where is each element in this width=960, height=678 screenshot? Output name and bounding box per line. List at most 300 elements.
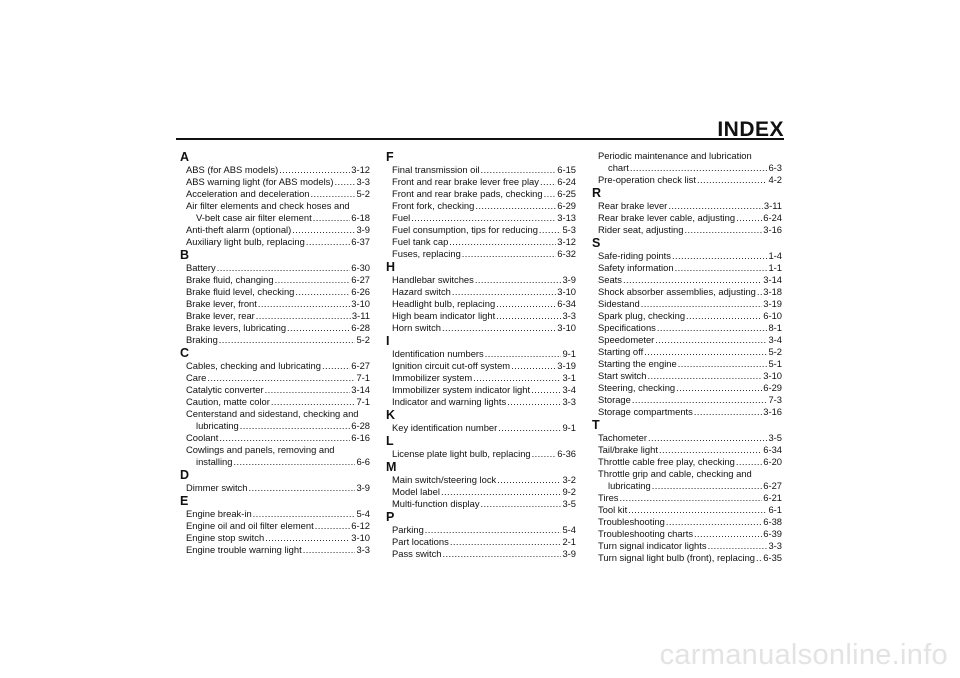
index-entry bbox=[180, 508, 370, 520]
index-entry-page: 7-1 bbox=[356, 396, 370, 407]
index-entry-text: ABS warning light (for ABS models) bbox=[186, 176, 334, 187]
index-entry-text: Safety information bbox=[598, 262, 674, 273]
index-entry-first-line: Periodic maintenance and lubrication bbox=[598, 150, 752, 161]
index-entry-page: 3-19 bbox=[763, 298, 782, 309]
index-entry-text: ABS (for ABS models) bbox=[186, 164, 279, 175]
index-entry bbox=[592, 504, 782, 516]
dot-leader bbox=[497, 474, 561, 486]
index-entry-page: 6-16 bbox=[351, 432, 370, 443]
index-entry-text: lubricating bbox=[196, 420, 239, 431]
index-entry-text: Engine break-in bbox=[186, 508, 252, 519]
index-entry bbox=[386, 360, 576, 372]
index-entry bbox=[592, 432, 782, 444]
dot-leader bbox=[531, 384, 561, 396]
index-entry-page: 6-24 bbox=[763, 212, 782, 223]
index-section-letter: E bbox=[180, 494, 189, 508]
index-entry-page: 5-3 bbox=[562, 224, 576, 235]
dot-leader bbox=[507, 396, 561, 408]
dot-leader bbox=[233, 456, 355, 468]
index-entry-text: Spark plug, checking bbox=[598, 310, 686, 321]
index-entry-page: 6-3 bbox=[768, 162, 782, 173]
index-entry bbox=[386, 212, 576, 224]
index-entry-page: 3-14 bbox=[351, 384, 370, 395]
index-entry-text: Headlight bulb, replacing bbox=[392, 298, 496, 309]
dot-leader bbox=[271, 396, 356, 408]
index-entry bbox=[386, 348, 576, 360]
index-entry-text: Immobilizer system bbox=[392, 372, 473, 383]
index-entry bbox=[180, 262, 370, 274]
index-entry-page: 3-18 bbox=[763, 286, 782, 297]
index-section-letter: S bbox=[592, 236, 601, 250]
dot-leader bbox=[265, 532, 350, 544]
dot-leader bbox=[334, 176, 355, 188]
index-entry-text: Brake lever, rear bbox=[186, 310, 255, 321]
index-entry-text: chart bbox=[608, 162, 629, 173]
dot-leader bbox=[219, 432, 350, 444]
index-entry-page: 6-38 bbox=[763, 516, 782, 527]
index-entry-text: Seats bbox=[598, 274, 622, 285]
index-entry-text: Turn signal light bulb (front), replacing bbox=[598, 552, 756, 563]
index-entry-page: 6-34 bbox=[557, 298, 576, 309]
index-entry bbox=[592, 406, 782, 418]
index-entry-first-line: Centerstand and sidestand, checking and bbox=[186, 408, 359, 419]
index-entry-text: Troubleshooting bbox=[598, 516, 665, 527]
index-entry bbox=[592, 200, 782, 212]
index-entry-text: Engine trouble warning light bbox=[186, 544, 302, 555]
index-entry-text: Tires bbox=[598, 492, 619, 503]
index-entry-first-line: Air filter elements and check hoses and bbox=[186, 200, 350, 211]
index-entry-page: 3-13 bbox=[557, 212, 576, 223]
dot-leader bbox=[449, 236, 556, 248]
index-entry-text: Specifications bbox=[598, 322, 656, 333]
index-entry bbox=[180, 432, 370, 444]
dot-leader bbox=[756, 552, 762, 564]
index-entry-page: 3-16 bbox=[763, 406, 782, 417]
index-entry-text: Front and rear brake lever free play bbox=[392, 176, 539, 187]
dot-leader bbox=[462, 248, 556, 260]
index-entry bbox=[386, 200, 576, 212]
index-entry-page: 5-2 bbox=[356, 334, 370, 345]
index-entry-text: Turn signal indicator lights bbox=[598, 540, 707, 551]
dot-leader bbox=[256, 310, 351, 322]
index-column-3 bbox=[592, 150, 782, 564]
dot-leader bbox=[473, 372, 561, 384]
dot-leader bbox=[442, 322, 556, 334]
dot-leader bbox=[306, 236, 350, 248]
index-entry bbox=[386, 524, 576, 536]
index-entry bbox=[180, 334, 370, 346]
index-section-letter: A bbox=[180, 150, 190, 164]
index-entry-text: Cables, checking and lubricating bbox=[186, 360, 321, 371]
index-entry-page: 7-1 bbox=[356, 372, 370, 383]
dot-leader bbox=[540, 176, 556, 188]
index-entry bbox=[386, 498, 576, 510]
index-entry-page: 6-12 bbox=[351, 520, 370, 531]
index-entry-page: 3-10 bbox=[557, 322, 576, 333]
index-entry bbox=[386, 548, 576, 560]
index-entry-text: Safe-riding points bbox=[598, 250, 671, 261]
index-entry-text: Coolant bbox=[186, 432, 219, 443]
index-entry-text: Engine stop switch bbox=[186, 532, 265, 543]
index-entry-text: Fuses, replacing bbox=[392, 248, 461, 259]
index-entry-text: High beam indicator light bbox=[392, 310, 496, 321]
dot-leader bbox=[248, 482, 355, 494]
index-entry bbox=[592, 322, 782, 334]
index-entry-text: Immobilizer system indicator light bbox=[392, 384, 531, 395]
index-entry-text: Hazard switch bbox=[392, 286, 451, 297]
index-entry bbox=[592, 174, 782, 186]
index-entry bbox=[386, 310, 576, 322]
index-entry bbox=[592, 552, 782, 564]
index-entry-page: 6-27 bbox=[351, 360, 370, 371]
index-entry bbox=[592, 444, 782, 456]
dot-leader bbox=[678, 358, 768, 370]
dot-leader bbox=[694, 406, 762, 418]
index-entry bbox=[592, 334, 782, 346]
index-section-letter: F bbox=[386, 150, 394, 164]
index-entry-page: 3-19 bbox=[557, 360, 576, 371]
index-entry bbox=[180, 274, 370, 286]
index-entry-text: Model label bbox=[392, 486, 440, 497]
dot-leader bbox=[315, 520, 351, 532]
index-entry-page: 3-10 bbox=[557, 286, 576, 297]
index-entry-page: 6-32 bbox=[557, 248, 576, 259]
index-entry-page: 3-9 bbox=[356, 224, 370, 235]
index-entry bbox=[180, 456, 370, 468]
index-entry-page: 3-14 bbox=[763, 274, 782, 285]
index-entry-page: 5-4 bbox=[356, 508, 370, 519]
dot-leader bbox=[623, 274, 762, 286]
dot-leader bbox=[544, 188, 557, 200]
dot-leader bbox=[659, 444, 762, 456]
index-entry bbox=[180, 482, 370, 494]
index-entry bbox=[180, 176, 370, 188]
dot-leader bbox=[275, 274, 351, 286]
index-entry bbox=[180, 520, 370, 532]
dot-leader bbox=[644, 346, 767, 358]
index-entry bbox=[386, 536, 576, 548]
index-entry bbox=[386, 372, 576, 384]
page-title: INDEX bbox=[717, 118, 784, 141]
dot-leader bbox=[475, 200, 556, 212]
dot-leader bbox=[539, 224, 562, 236]
index-entry bbox=[592, 224, 782, 236]
index-entry-text: Fuel tank cap bbox=[392, 236, 449, 247]
index-entry-text: Dimmer switch bbox=[186, 482, 248, 493]
dot-leader bbox=[450, 536, 562, 548]
index-entry-page: 6-39 bbox=[763, 528, 782, 539]
index-entry bbox=[592, 262, 782, 274]
index-entry-page: 3-16 bbox=[763, 224, 782, 235]
index-entry bbox=[592, 540, 782, 552]
index-entry-text: Starting off bbox=[598, 346, 644, 357]
index-entry-text: Care bbox=[186, 372, 207, 383]
index-entry-page: 5-2 bbox=[356, 188, 370, 199]
index-entry-text: Caution, matte color bbox=[186, 396, 270, 407]
dot-leader bbox=[657, 322, 768, 334]
index-entry-page: 1-1 bbox=[768, 262, 782, 273]
dot-leader bbox=[684, 224, 762, 236]
index-entry bbox=[180, 310, 370, 322]
index-entry bbox=[180, 396, 370, 408]
index-entry-text: Anti-theft alarm (optional) bbox=[186, 224, 292, 235]
dot-leader bbox=[240, 420, 351, 432]
index-section-letter: R bbox=[592, 186, 602, 200]
index-entry-page: 3-11 bbox=[763, 200, 782, 211]
index-entry-text: License plate light bulb, replacing bbox=[392, 448, 531, 459]
index-entry-text: Rear brake lever cable, adjusting bbox=[598, 212, 736, 223]
index-entry bbox=[180, 322, 370, 334]
dot-leader bbox=[736, 212, 762, 224]
dot-leader bbox=[441, 486, 561, 498]
index-entry bbox=[180, 384, 370, 396]
index-entry bbox=[386, 322, 576, 334]
index-entry-text: Fuel consumption, tips for reducing bbox=[392, 224, 538, 235]
index-entry-page: 2-1 bbox=[562, 536, 576, 547]
index-entry-text: Storage bbox=[598, 394, 631, 405]
index-entry-page: 6-34 bbox=[763, 444, 782, 455]
index-entry-page: 3-3 bbox=[562, 310, 576, 321]
index-entry-text: Acceleration and deceleration bbox=[186, 188, 310, 199]
dot-leader bbox=[668, 200, 763, 212]
dot-leader bbox=[292, 224, 355, 236]
index-entry bbox=[180, 286, 370, 298]
index-entry-page: 6-15 bbox=[557, 164, 576, 175]
index-entry bbox=[386, 286, 576, 298]
dot-leader bbox=[452, 286, 556, 298]
index-entry bbox=[180, 532, 370, 544]
dot-leader bbox=[485, 348, 562, 360]
index-entry bbox=[386, 422, 576, 434]
index-entry-text: Catalytic converter bbox=[186, 384, 264, 395]
index-entry bbox=[386, 384, 576, 396]
index-entry-text: Multi-function display bbox=[392, 498, 480, 509]
index-entry-page: 6-36 bbox=[557, 448, 576, 459]
dot-leader bbox=[496, 298, 556, 310]
index-entry bbox=[592, 212, 782, 224]
index-entry-text: Horn switch bbox=[392, 322, 441, 333]
index-entry bbox=[592, 394, 782, 406]
dot-leader bbox=[295, 286, 350, 298]
dot-leader bbox=[217, 262, 351, 274]
index-entry bbox=[180, 420, 370, 432]
index-section-letter: M bbox=[386, 460, 397, 474]
index-entry-page: 6-1 bbox=[768, 504, 782, 515]
index-entry-page: 9-1 bbox=[562, 348, 576, 359]
index-entry bbox=[386, 176, 576, 188]
index-entry-page: 3-3 bbox=[356, 176, 370, 187]
dot-leader bbox=[481, 164, 557, 176]
index-entry bbox=[386, 236, 576, 248]
index-entry bbox=[386, 274, 576, 286]
dot-leader bbox=[697, 174, 767, 186]
index-entry bbox=[592, 370, 782, 382]
dot-leader bbox=[411, 212, 556, 224]
index-entry-page: 6-26 bbox=[351, 286, 370, 297]
index-entry bbox=[386, 448, 576, 460]
index-section-letter: K bbox=[386, 408, 396, 422]
index-entry bbox=[180, 236, 370, 248]
index-entry-page: 3-5 bbox=[768, 432, 782, 443]
dot-leader bbox=[652, 480, 763, 492]
index-entry-first-line: Throttle grip and cable, checking and bbox=[598, 468, 752, 479]
dot-leader bbox=[630, 162, 768, 174]
index-section-letter: I bbox=[386, 334, 390, 348]
dot-leader bbox=[666, 516, 762, 528]
index-entry-text: Tool kit bbox=[598, 504, 628, 515]
index-entry-text: Pre-operation check list bbox=[598, 174, 696, 185]
index-entry-text: Parking bbox=[392, 524, 424, 535]
index-entry-page: 3-2 bbox=[562, 474, 576, 485]
index-entry-text: Troubleshooting charts bbox=[598, 528, 694, 539]
index-entry-text: Ignition circuit cut-off system bbox=[392, 360, 511, 371]
dot-leader bbox=[632, 394, 768, 406]
index-entry-text: Rear brake lever bbox=[598, 200, 668, 211]
index-entry-page: 5-4 bbox=[562, 524, 576, 535]
index-column-2 bbox=[386, 150, 576, 560]
index-entry bbox=[180, 298, 370, 310]
index-entry-text: Brake fluid, changing bbox=[186, 274, 274, 285]
index-entry-text: Front and rear brake pads, checking bbox=[392, 188, 543, 199]
dot-leader bbox=[672, 250, 767, 262]
index-entry-text: Handlebar switches bbox=[392, 274, 474, 285]
index-entry-text: Shock absorber assemblies, adjusting bbox=[598, 286, 756, 297]
index-entry-text: Main switch/steering lock bbox=[392, 474, 497, 485]
dot-leader bbox=[648, 432, 767, 444]
index-entry-page: 5-2 bbox=[768, 346, 782, 357]
index-entry bbox=[592, 162, 782, 174]
dot-leader bbox=[279, 164, 350, 176]
index-entry-first-line: Cowlings and panels, removing and bbox=[186, 444, 335, 455]
index-entry bbox=[592, 358, 782, 370]
index-entry-page: 3-5 bbox=[562, 498, 576, 509]
index-entry-text: installing bbox=[196, 456, 233, 467]
dot-leader bbox=[532, 448, 557, 460]
index-entry-text: Pass switch bbox=[392, 548, 442, 559]
index-section-letter: C bbox=[180, 346, 190, 360]
index-entry-page: 3-11 bbox=[351, 310, 370, 321]
index-entry bbox=[386, 298, 576, 310]
index-entry bbox=[386, 486, 576, 498]
index-entry-text: Part locations bbox=[392, 536, 449, 547]
index-entry-text: Storage compartments bbox=[598, 406, 693, 417]
index-entry-text: Engine oil and oil filter element bbox=[186, 520, 314, 531]
dot-leader bbox=[496, 310, 561, 322]
dot-leader bbox=[498, 422, 561, 434]
index-entry bbox=[386, 224, 576, 236]
dot-leader bbox=[647, 370, 762, 382]
index-entry bbox=[592, 456, 782, 468]
index-entry bbox=[386, 248, 576, 260]
index-entry-text: Tachometer bbox=[598, 432, 647, 443]
index-entry bbox=[592, 516, 782, 528]
index-entry bbox=[592, 528, 782, 540]
dot-leader bbox=[481, 498, 562, 510]
index-entry-page: 6-27 bbox=[763, 480, 782, 491]
dot-leader bbox=[511, 360, 556, 372]
index-entry bbox=[386, 474, 576, 486]
dot-leader bbox=[619, 492, 762, 504]
dot-leader bbox=[219, 334, 356, 346]
index-entry-page: 3-10 bbox=[763, 370, 782, 381]
index-entry bbox=[592, 286, 782, 298]
dot-leader bbox=[265, 384, 351, 396]
index-entry bbox=[180, 188, 370, 200]
index-entry-page: 6-35 bbox=[763, 552, 782, 563]
watermark: carmanualsonline.info bbox=[659, 639, 948, 671]
index-entry-page: 3-4 bbox=[768, 334, 782, 345]
index-entry-text: Brake fluid level, checking bbox=[186, 286, 295, 297]
index-entry-page: 6-28 bbox=[351, 322, 370, 333]
index-entry-text: V-belt case air filter element bbox=[196, 212, 312, 223]
index-section-letter: H bbox=[386, 260, 396, 274]
index-entry-page: 3-12 bbox=[557, 236, 576, 247]
index-entry bbox=[592, 480, 782, 492]
index-entry-text: Brake levers, lubricating bbox=[186, 322, 287, 333]
index-entry-page: 6-27 bbox=[351, 274, 370, 285]
index-entry-page: 6-29 bbox=[557, 200, 576, 211]
index-entry-page: 5-1 bbox=[768, 358, 782, 369]
index-section-letter: T bbox=[592, 418, 600, 432]
index-entry-page: 3-9 bbox=[562, 274, 576, 285]
dot-leader bbox=[311, 188, 356, 200]
index-entry-page: 8-1 bbox=[768, 322, 782, 333]
index-entry bbox=[180, 544, 370, 556]
index-entry-text: Starting the engine bbox=[598, 358, 677, 369]
index-entry-page: 6-29 bbox=[763, 382, 782, 393]
index-entry-page: 6-30 bbox=[351, 262, 370, 273]
dot-leader bbox=[253, 508, 356, 520]
dot-leader bbox=[425, 524, 562, 536]
dot-leader bbox=[287, 322, 350, 334]
dot-leader bbox=[313, 212, 351, 224]
index-entry-page: 6-6 bbox=[356, 456, 370, 467]
index-entry-text: Identification numbers bbox=[392, 348, 484, 359]
index-section-letter: L bbox=[386, 434, 394, 448]
index-entry-text: Brake lever, front bbox=[186, 298, 257, 309]
index-entry-text: Front fork, checking bbox=[392, 200, 475, 211]
index-entry bbox=[180, 360, 370, 372]
index-entry-page: 3-3 bbox=[768, 540, 782, 551]
index-entry-text: Tail/brake light bbox=[598, 444, 658, 455]
index-entry-text: Indicator and warning lights bbox=[392, 396, 507, 407]
dot-leader bbox=[207, 372, 355, 384]
index-entry-page: 3-1 bbox=[562, 372, 576, 383]
dot-leader bbox=[475, 274, 562, 286]
index-entry-page: 6-10 bbox=[763, 310, 782, 321]
index-entry-text: lubricating bbox=[608, 480, 651, 491]
index-entry bbox=[386, 396, 576, 408]
index-entry-text: Auxiliary light bulb, replacing bbox=[186, 236, 305, 247]
index-entry bbox=[592, 298, 782, 310]
index-section-letter: P bbox=[386, 510, 395, 524]
index-entry bbox=[386, 188, 576, 200]
dot-leader bbox=[708, 540, 768, 552]
dot-leader bbox=[757, 286, 762, 298]
index-entry-page: 3-9 bbox=[356, 482, 370, 493]
index-entry-page: 6-21 bbox=[763, 492, 782, 503]
index-entry bbox=[592, 382, 782, 394]
index-entry-text: Throttle cable free play, checking bbox=[598, 456, 735, 467]
index-entry-text: Speedometer bbox=[598, 334, 655, 345]
index-entry-text: Battery bbox=[186, 262, 216, 273]
index-entry bbox=[592, 250, 782, 262]
index-entry-page: 3-3 bbox=[562, 396, 576, 407]
index-entry-page: 3-4 bbox=[562, 384, 576, 395]
index-entry-page: 6-24 bbox=[557, 176, 576, 187]
dot-leader bbox=[694, 528, 762, 540]
index-entry-text: Steering, checking bbox=[598, 382, 676, 393]
